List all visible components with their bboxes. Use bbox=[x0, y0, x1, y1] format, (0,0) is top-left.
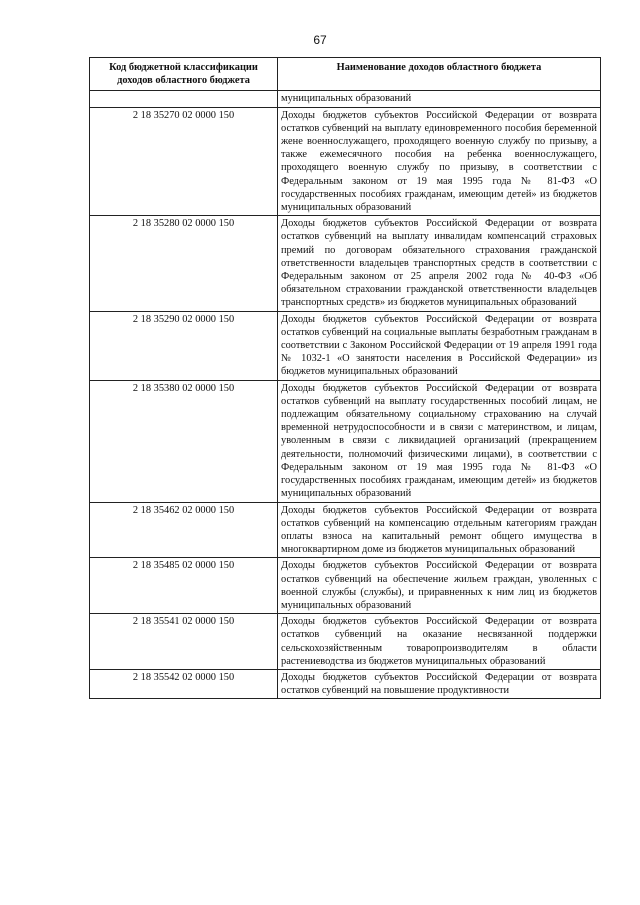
row-code: 2 18 35462 02 0000 150 bbox=[90, 502, 278, 558]
table-row bbox=[90, 311, 601, 380]
continuation-row bbox=[90, 91, 601, 107]
table-row bbox=[90, 107, 601, 216]
row-name: Доходы бюджетов субъектов Российской Федерации от возврата остатков субвенций на компенсацию отдельным категориям граждан оплаты взноса на капитальный ремонт общего имущества в многоквартирном доме из бюджетов муниципальных образований bbox=[278, 502, 601, 558]
table-row bbox=[90, 558, 601, 614]
row-name: Доходы бюджетов субъектов Российской Федерации от возврата остатков субвенций на выплату государственных пособий лицам, не подлежащим обязательному социальному страхованию на случай временной нетрудоспособности и в связи с материнством, и лицам, уволенным в связи с ликвидацией организаций (прекращением деятельности, полномочий физическими лицами), в соответствии с Федеральным законом от 19 мая 1995 года № 81-ФЗ «О государственных пособиях гражданам, имеющим детей» из бюджетов муниципальных образований bbox=[278, 380, 601, 502]
continuation-code-cell bbox=[90, 91, 278, 107]
page-number: 67 bbox=[313, 33, 327, 47]
row-name: Доходы бюджетов субъектов Российской Федерации от возврата остатков субвенций на обеспечение жильем граждан, уволенных с военной службы (службы), и приравненных к ним лиц из бюджетов муниципальных образований bbox=[278, 558, 601, 614]
row-name: Доходы бюджетов субъектов Российской Федерации от возврата остатков субвенций на выплату единовременного пособия беременной жене военнослужащего, проходящего военную службу по призыву, а также ежемесячного пособия на ребенка военнослужащего, проходящего военную службу по призыву, в соответствии с Федеральным законом от 19 мая 1995 года № 81-ФЗ «О государственных пособиях гражданам, имеющим детей» из бюджетов муниципальных образований bbox=[278, 107, 601, 216]
table-row bbox=[90, 614, 601, 670]
table-row bbox=[90, 502, 601, 558]
row-name: Доходы бюджетов субъектов Российской Федерации от возврата остатков субвенций на оказание несвязанной поддержки сельскохозяйственным товаропроизводителям в области растениеводства из бюджетов муниципальных образований bbox=[278, 614, 601, 670]
continuation-text: муниципальных образований bbox=[278, 91, 601, 107]
table-row bbox=[90, 380, 601, 502]
row-code: 2 18 35542 02 0000 150 bbox=[90, 669, 278, 698]
row-name: Доходы бюджетов субъектов Российской Федерации от возврата остатков субвенций на выплату инвалидам компенсаций страховых премий по договорам обязательного страхования гражданской ответственности владельцев транспортных средств в соответствии с Федеральным законом от 25 апреля 2002 года № 40-ФЗ «Об обязательном страховании гражданской ответственности владельцев транспортных средств» из бюджетов муниципальных образований bbox=[278, 216, 601, 311]
table-header-row bbox=[90, 58, 601, 91]
budget-classification-table bbox=[89, 57, 601, 699]
row-code: 2 18 35380 02 0000 150 bbox=[90, 380, 278, 502]
header-code: Код бюджетной классификации доходов областного бюджета bbox=[90, 58, 278, 91]
row-code: 2 18 35270 02 0000 150 bbox=[90, 107, 278, 216]
row-name: Доходы бюджетов субъектов Российской Федерации от возврата остатков субвенций на повышение продуктивности bbox=[278, 669, 601, 698]
header-name: Наименование доходов областного бюджета bbox=[278, 58, 601, 91]
table-row bbox=[90, 669, 601, 698]
row-code: 2 18 35290 02 0000 150 bbox=[90, 311, 278, 380]
row-name: Доходы бюджетов субъектов Российской Федерации от возврата остатков субвенций на социальные выплаты безработным гражданам в соответствии с Законом Российской Федерации от 19 апреля 1991 года № 1032-1 «О занятости населения в Российской Федерации» из бюджетов муниципальных образований bbox=[278, 311, 601, 380]
table-row bbox=[90, 216, 601, 311]
row-code: 2 18 35280 02 0000 150 bbox=[90, 216, 278, 311]
row-code: 2 18 35541 02 0000 150 bbox=[90, 614, 278, 670]
row-code: 2 18 35485 02 0000 150 bbox=[90, 558, 278, 614]
